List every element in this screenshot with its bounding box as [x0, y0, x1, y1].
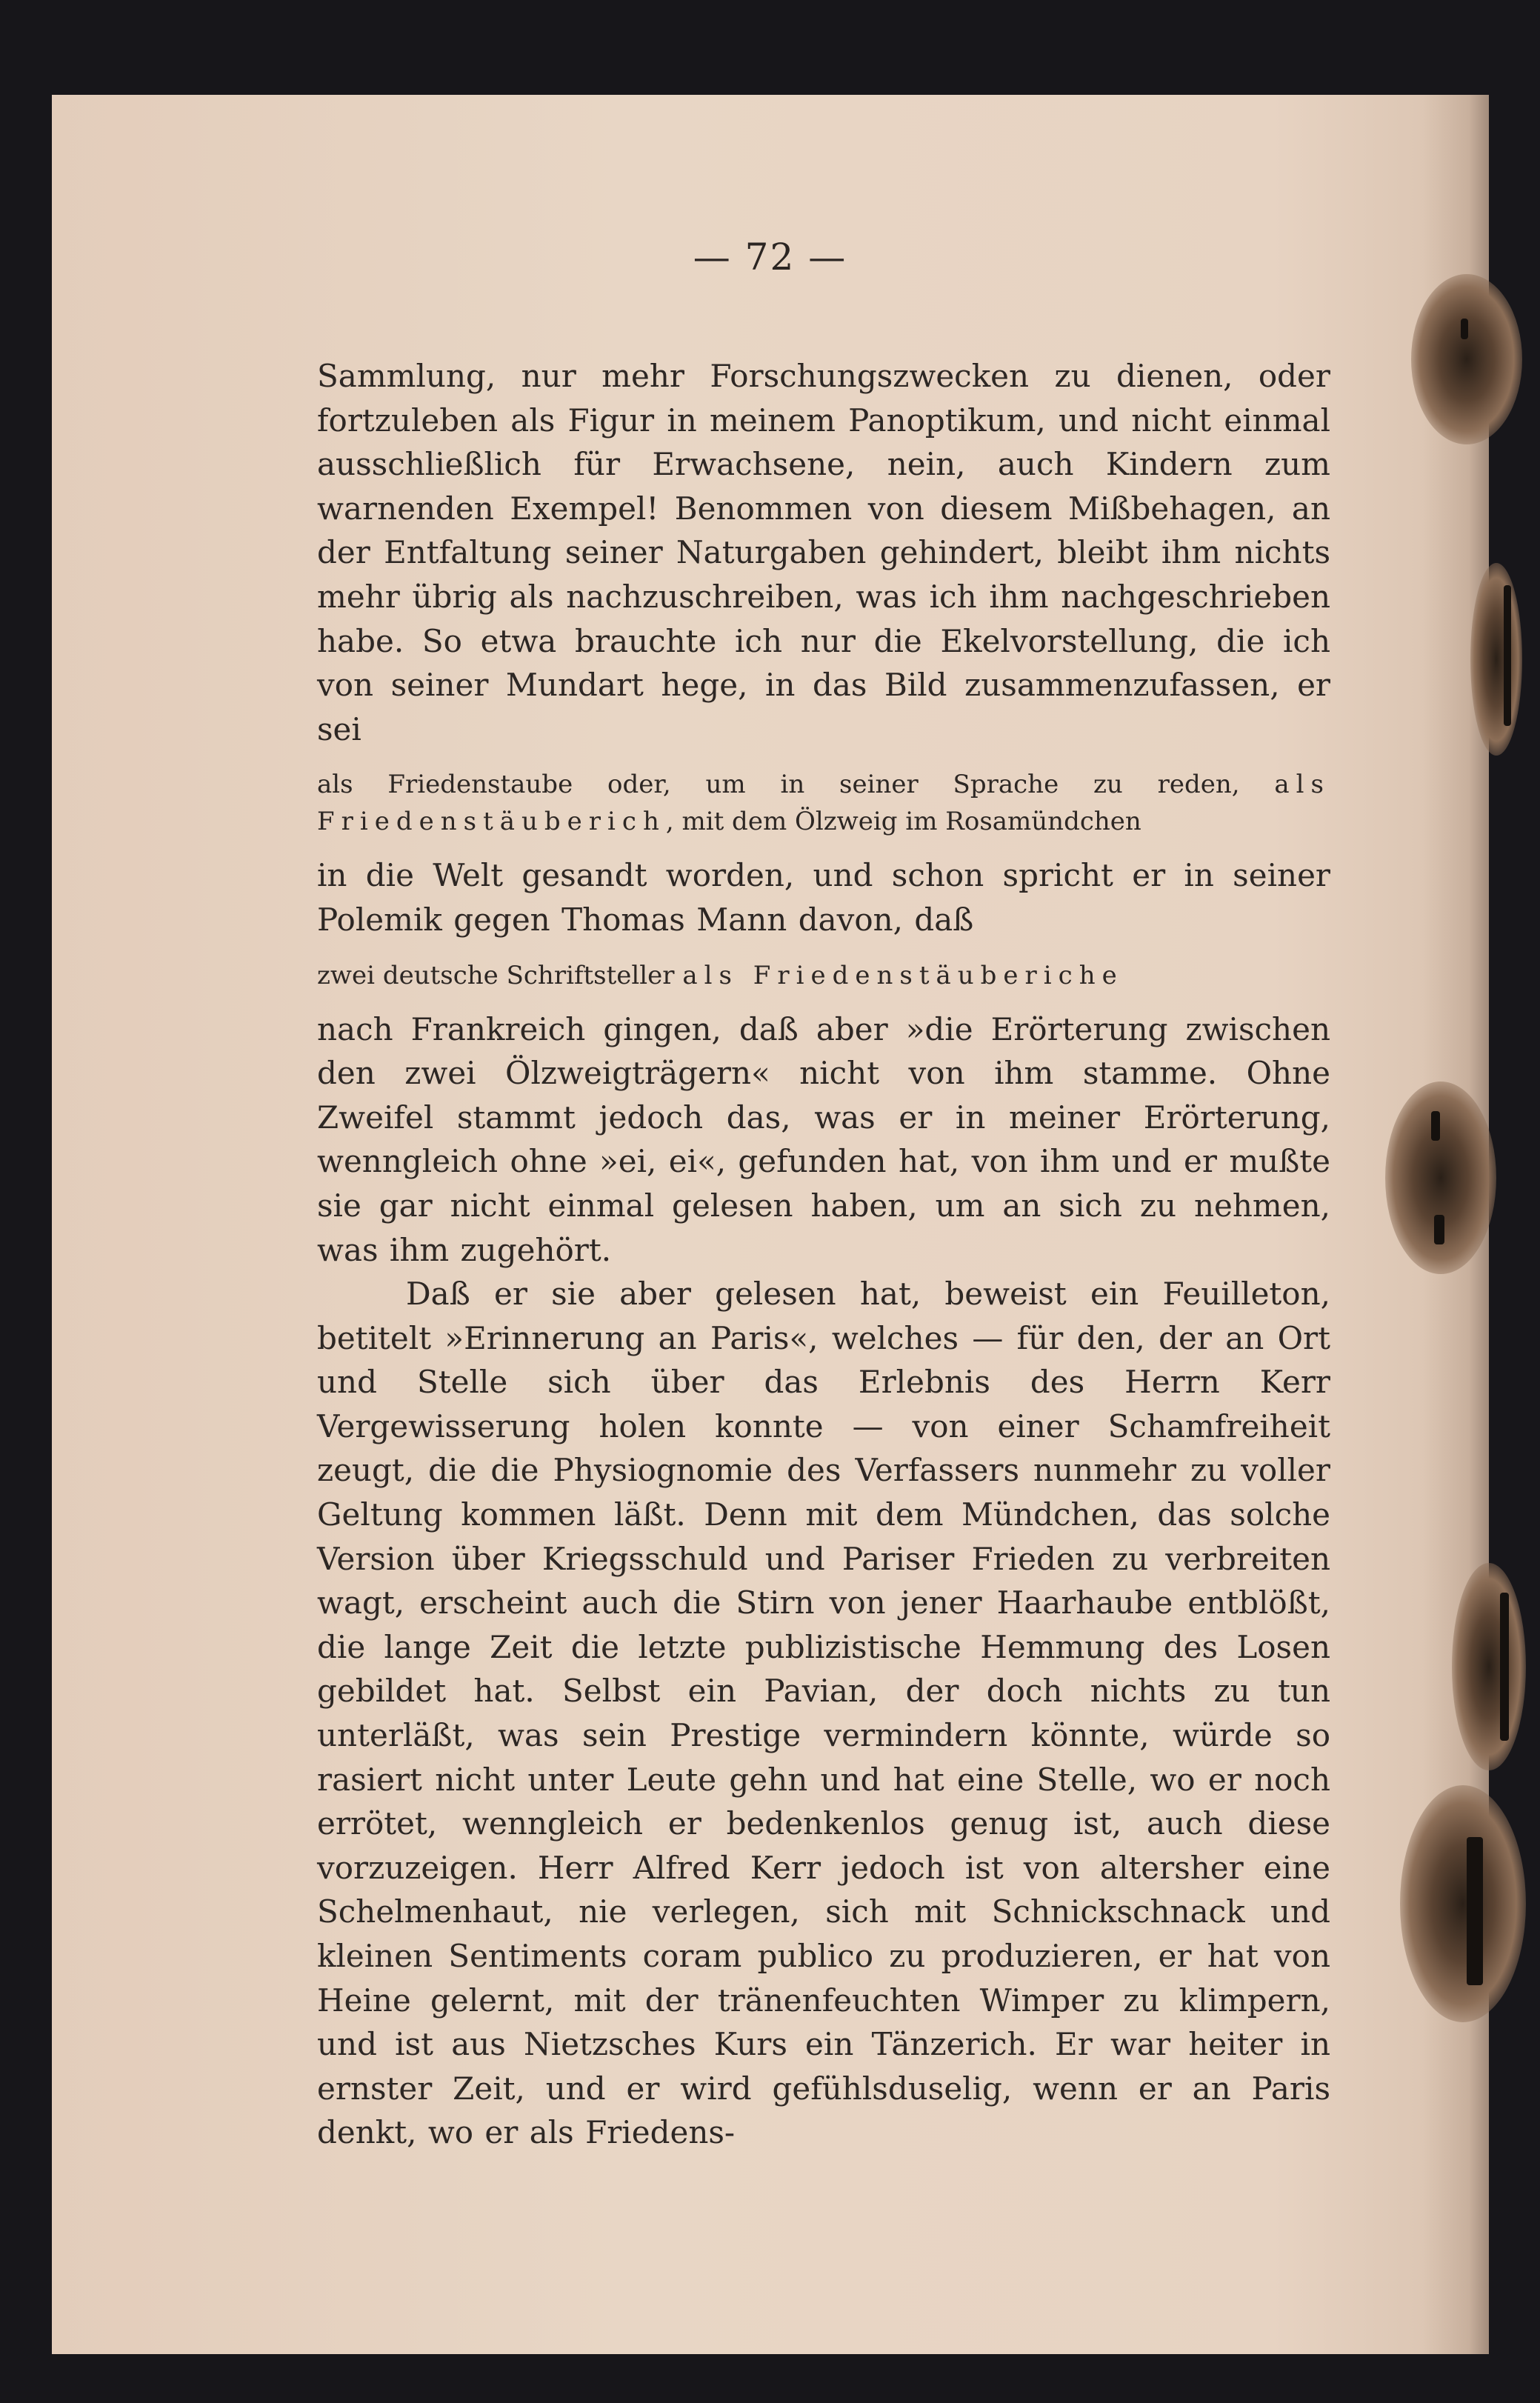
- staple-hole-6: [1467, 1837, 1483, 1985]
- body-text: [317, 354, 1330, 2155]
- staple-hole-1: [1461, 319, 1468, 339]
- quote-spaced-text: als Friedenstäuberich: [317, 770, 1330, 837]
- block-quote: [317, 766, 1330, 840]
- burn-mark-4: [1452, 1563, 1526, 1770]
- burn-mark-1: [1411, 274, 1522, 444]
- block-quote: [317, 957, 1330, 994]
- paragraph: Daß er sie aber gelesen hat, beweist ein Feuilleton, betitelt »Erinnerung an Paris«, welches — für den, der an Ort und Stelle sich über das Erlebnis des Herrn Kerr Vergewisserung holen konnte — von einer Schamfreiheit zeugt, die die Physiognomie des Verfassers nunmehr zu voller Geltung kommen läßt. Denn mit dem Mündchen, das solche Version über Kriegsschuld und Pariser Frieden zu verbreiten wagt, erscheint auch die Stirn von jener Haarhaube entblößt, die lange Zeit die letzte publizistische Hemmung des Losen gebildet hat. Selbst ein Pavian, der doch nichts zu tun unterläßt, was sein Prestige vermindern könnte, würde so rasiert nicht unter Leute gehn und hat eine Stelle, wo er noch errötet, wenngleich er bedenkenlos genug ist, auch diese vorzuzeigen. Herr Alfred Kerr jedoch ist von altersher eine Schelmenhaut, nie verlegen, sich mit Schnickschnack und kleinen Sentiments coram publico zu produzieren, er hat von Heine gelernt, mit der tränenfeuchten Wimper zu klimpern, und ist aus Nietzsches Kurs ein Tänzerich. Er war heiter in ernster Zeit, und er wird gefühlsduselig, wenn er an Paris denkt, wo er als Friedens-: [317, 1276, 1330, 2151]
- paragraph: Sammlung, nur mehr Forschungszwecken zu dienen, oder fortzuleben als Figur in meinem Panoptikum, und nicht einmal ausschließlich für Erwachsene, nein, auch Kindern zum warnenden Exempel! Benommen von diesem Mißbehagen, an der Entfaltung seiner Naturgaben gehindert, bleibt ihm nichts mehr übrig als nachzuschreiben, was ich ihm nachgeschrieben habe. So etwa brauchte ich nur die Ekelvorstellung, die ich von seiner Mundart hege, in das Bild zusammenzufassen, er sei: [317, 358, 1330, 747]
- paragraph: in die Welt gesandt worden, und schon spricht er in seiner Polemik gegen Thomas Mann davon, daß: [317, 857, 1330, 938]
- burn-mark-2: [1470, 563, 1522, 756]
- quote-spaced-text: als Friedenstäuberiche: [682, 960, 1124, 990]
- page-number: — 72 —: [693, 236, 847, 279]
- staple-hole-4: [1434, 1215, 1444, 1244]
- burn-mark-3: [1385, 1081, 1496, 1274]
- quote-text: , mit dem Ölzweig im Rosamündchen: [665, 807, 1141, 837]
- staple-hole-5: [1500, 1593, 1509, 1741]
- burn-mark-5: [1400, 1785, 1526, 2022]
- paragraph: nach Frankreich gingen, daß aber »die Erörterung zwischen den zwei Ölzweigträgern« nicht von ihm stamme. Ohne Zweifel stammt jedoch das, was er in meiner Erörterung, wenngleich ohne »ei, ei«, gefunden hat, von ihm und er mußte sie gar nicht einmal gelesen haben, um an sich zu nehmen, was ihm zugehört.: [317, 1010, 1330, 1268]
- staple-hole-2: [1504, 585, 1511, 726]
- quote-text: zwei deutsche Schriftsteller: [317, 960, 683, 990]
- quote-text: als Friedenstaube oder, um in seiner Sprache zu reden,: [317, 770, 1275, 800]
- staple-hole-3: [1431, 1111, 1440, 1141]
